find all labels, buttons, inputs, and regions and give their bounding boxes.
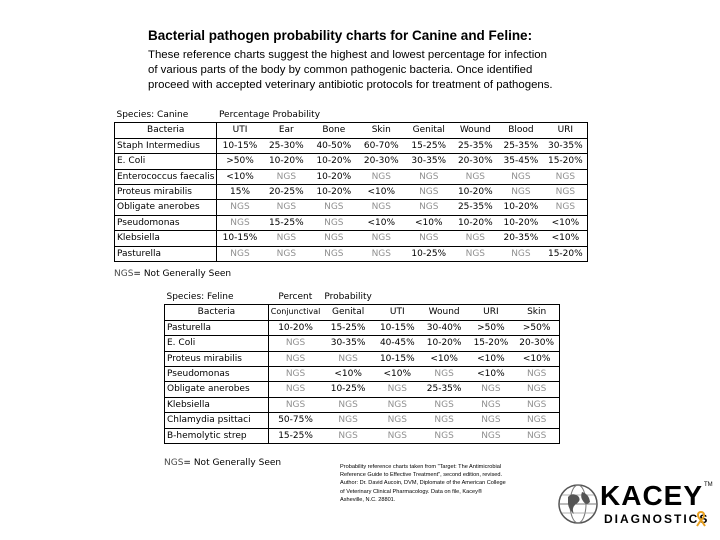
bacteria-name: Klebsiella	[115, 231, 217, 246]
probability-cell: 40-45%	[374, 336, 421, 351]
probability-cell: 60-70%	[358, 138, 405, 153]
probability-cell: 10-25%	[405, 246, 452, 261]
column-header: Conjunctival	[268, 305, 322, 320]
probability-cell: 10-20%	[310, 154, 357, 169]
probability-cell: 10-20%	[421, 336, 468, 351]
probability-cell: NGS	[322, 413, 374, 428]
probability-cell: 10-15%	[374, 320, 421, 335]
probability-cell: NGS	[453, 246, 499, 261]
probability-cell: 10-20%	[498, 215, 544, 230]
species-label: Species: Feline	[166, 292, 234, 302]
page-title: Bacterial pathogen probability charts for Canine and Feline:	[148, 28, 533, 43]
column-header: Bacteria	[115, 123, 217, 138]
probability-cell: NGS	[263, 169, 310, 184]
citation-line: of Veterinary Clinical Pharmacology. Data on file, Kacey®	[340, 488, 483, 495]
probability-cell: <10%	[421, 351, 468, 366]
ngs-legend-canine	[114, 269, 231, 279]
bacteria-name: B-hemolytic strep	[165, 428, 269, 443]
intro-line: These reference charts suggest the highest and lowest percentage for infection	[148, 49, 547, 61]
probability-cell: <10%	[514, 351, 559, 366]
probability-cell: NGS	[514, 428, 559, 443]
bacteria-name: E. Coli	[115, 154, 217, 169]
column-header-row	[165, 305, 560, 320]
probability-cell: NGS	[322, 428, 374, 443]
column-header: Blood	[498, 123, 544, 138]
probability-cell: NGS	[374, 397, 421, 412]
ngs-legend-feline	[164, 458, 281, 468]
probability-cell: 10-20%	[268, 320, 322, 335]
probability-cell: 15-20%	[544, 246, 588, 261]
citation-line: Reference Guide to Effective Treatment", second edition, revised.	[340, 472, 503, 479]
probability-cell: 20-30%	[514, 336, 559, 351]
citation-line: Asheville, N.C. 28801.	[340, 496, 396, 503]
probability-cell: 10-15%	[217, 231, 263, 246]
probability-cell: 15-25%	[268, 428, 322, 443]
probability-cell: NGS	[421, 413, 468, 428]
bacteria-name: Enterococcus faecalis	[115, 169, 217, 184]
probability-cell: 25-35%	[421, 382, 468, 397]
bacteria-name: Staph Intermedius	[115, 138, 217, 153]
bacteria-name: Proteus mirabilis	[165, 351, 269, 366]
logo-name: KACEY	[600, 480, 704, 511]
probability-cell: NGS	[268, 351, 322, 366]
table-row	[115, 154, 588, 169]
column-header: Genital	[405, 123, 452, 138]
probability-cell: NGS	[421, 367, 468, 382]
probability-cell: NGS	[310, 200, 357, 215]
bacteria-name: Chlamydia psittaci	[165, 413, 269, 428]
probability-cell: <10%	[405, 215, 452, 230]
column-header: URI	[468, 305, 515, 320]
probability-cell: 50-75%	[268, 413, 322, 428]
column-header: URI	[544, 123, 588, 138]
probability-cell: 10-15%	[217, 138, 263, 153]
table-row	[165, 413, 560, 428]
table-row	[115, 200, 588, 215]
column-header: Ear	[263, 123, 310, 138]
intro-text	[148, 48, 588, 93]
citation-line: Probability reference charts taken from "Target: The Antimicrobial	[340, 464, 502, 470]
table-row	[115, 138, 588, 153]
column-header: Wound	[421, 305, 468, 320]
table-header: Percent	[278, 292, 313, 302]
probability-cell: NGS	[263, 231, 310, 246]
bacteria-name: Proteus mirabilis	[115, 185, 217, 200]
probability-cell: NGS	[468, 428, 515, 443]
probability-cell: NGS	[268, 336, 322, 351]
probability-cell: <10%	[374, 367, 421, 382]
probability-cell: 25-35%	[453, 200, 499, 215]
probability-cell: 15-25%	[405, 138, 452, 153]
probability-cell: NGS	[217, 246, 263, 261]
probability-cell: 30-40%	[421, 320, 468, 335]
table-row	[115, 169, 588, 184]
citation-line: Author: Dr. David Aucoin, DVM, Diplomate of the American College	[340, 480, 506, 487]
probability-cell: NGS	[358, 231, 405, 246]
probability-cell: 30-35%	[544, 138, 588, 153]
probability-cell: 10-20%	[263, 154, 310, 169]
probability-cell: NGS	[421, 428, 468, 443]
probability-cell: 35-45%	[498, 154, 544, 169]
ngs-text: = Not Generally Seen	[133, 269, 232, 279]
probability-cell: NGS	[358, 169, 405, 184]
probability-cell: 10-25%	[322, 382, 374, 397]
table-row	[165, 351, 560, 366]
feline-table	[164, 290, 560, 444]
column-header: Bacteria	[165, 305, 269, 320]
species-label: Species: Canine	[116, 110, 189, 120]
probability-cell: NGS	[263, 246, 310, 261]
probability-cell: NGS	[544, 185, 588, 200]
probability-cell: NGS	[268, 397, 322, 412]
probability-cell: NGS	[268, 382, 322, 397]
spacer	[374, 290, 560, 305]
column-header: Skin	[358, 123, 405, 138]
probability-cell: 15-25%	[263, 215, 310, 230]
bacteria-name: Klebsiella	[165, 397, 269, 412]
probability-cell: NGS	[544, 169, 588, 184]
probability-cell: NGS	[498, 185, 544, 200]
bacteria-name: Obligate anerobes	[115, 200, 217, 215]
probability-cell: NGS	[217, 215, 263, 230]
column-header: Skin	[514, 305, 559, 320]
probability-cell: <10%	[468, 351, 515, 366]
logo-tm: TM	[704, 482, 713, 488]
probability-cell: NGS	[263, 200, 310, 215]
ngs-text: = Not Generally Seen	[183, 458, 282, 468]
header-row	[165, 290, 560, 305]
probability-cell: NGS	[468, 413, 515, 428]
probability-cell: 10-20%	[453, 185, 499, 200]
ribbon-icon	[694, 511, 708, 527]
table-header: Percentage Probability	[218, 110, 321, 120]
probability-cell: 40-50%	[310, 138, 357, 153]
probability-cell: NGS	[514, 367, 559, 382]
probability-cell: NGS	[453, 231, 499, 246]
table-header: Probability	[324, 292, 372, 302]
probability-cell: >50%	[468, 320, 515, 335]
probability-cell: NGS	[310, 231, 357, 246]
column-header: Wound	[453, 123, 499, 138]
probability-cell: <10%	[544, 231, 588, 246]
bacteria-name: Pasturella	[115, 246, 217, 261]
probability-cell: <10%	[322, 367, 374, 382]
probability-cell: NGS	[310, 246, 357, 261]
probability-cell: NGS	[514, 413, 559, 428]
column-header-row	[115, 123, 588, 138]
probability-cell: NGS	[374, 413, 421, 428]
probability-cell: 25-30%	[263, 138, 310, 153]
bacteria-name: Pseudomonas	[115, 215, 217, 230]
intro-line: proceed with accepted veterinary antibiotic protocols for treatment of pathogens.	[148, 79, 553, 91]
globe-icon	[556, 482, 600, 526]
table-row	[165, 320, 560, 335]
probability-cell: 20-35%	[498, 231, 544, 246]
probability-cell: >50%	[217, 154, 263, 169]
kacey-logo	[556, 478, 716, 530]
probability-cell: NGS	[405, 185, 452, 200]
table-row	[165, 382, 560, 397]
table-row	[115, 246, 588, 261]
probability-cell: NGS	[405, 169, 452, 184]
table-row	[165, 428, 560, 443]
probability-cell: 30-35%	[405, 154, 452, 169]
bacteria-name: Pseudomonas	[165, 367, 269, 382]
spacer	[358, 108, 588, 123]
bacteria-name: Obligate anerobes	[165, 382, 269, 397]
probability-cell: 30-35%	[322, 336, 374, 351]
probability-cell: 20-25%	[263, 185, 310, 200]
table-row	[165, 336, 560, 351]
column-header: Bone	[310, 123, 357, 138]
probability-cell: 10-20%	[453, 215, 499, 230]
probability-cell: 15-20%	[544, 154, 588, 169]
probability-cell: <10%	[544, 215, 588, 230]
probability-cell: 25-35%	[498, 138, 544, 153]
probability-cell: NGS	[358, 246, 405, 261]
probability-cell: NGS	[468, 397, 515, 412]
probability-cell: NGS	[544, 200, 588, 215]
intro-line: of various parts of the body by common pathogenic bacteria. Once identified	[148, 64, 533, 76]
probability-cell: 20-30%	[358, 154, 405, 169]
probability-cell: 15%	[217, 185, 263, 200]
probability-cell: NGS	[322, 397, 374, 412]
canine-table	[114, 108, 588, 262]
citation	[340, 463, 550, 504]
probability-cell: NGS	[514, 382, 559, 397]
probability-cell: >50%	[514, 320, 559, 335]
probability-cell: 10-15%	[374, 351, 421, 366]
probability-cell: 10-20%	[498, 200, 544, 215]
logo-sub: DIAGNOSTICS	[604, 512, 710, 526]
probability-cell: NGS	[358, 200, 405, 215]
column-header: UTI	[374, 305, 421, 320]
probability-cell: 20-30%	[453, 154, 499, 169]
probability-cell: 25-35%	[453, 138, 499, 153]
bacteria-name: Pasturella	[165, 320, 269, 335]
header-row	[115, 108, 588, 123]
probability-cell: <10%	[217, 169, 263, 184]
bacteria-name: E. Coli	[165, 336, 269, 351]
probability-cell: NGS	[453, 169, 499, 184]
probability-cell: NGS	[498, 169, 544, 184]
probability-cell: 10-20%	[310, 169, 357, 184]
table-row	[115, 215, 588, 230]
probability-cell: NGS	[322, 351, 374, 366]
probability-cell: NGS	[498, 246, 544, 261]
probability-cell: 10-20%	[310, 185, 357, 200]
probability-cell: NGS	[405, 231, 452, 246]
ngs-abbr: NGS	[164, 458, 184, 468]
probability-cell: NGS	[405, 200, 452, 215]
probability-cell: NGS	[468, 382, 515, 397]
table-row	[115, 231, 588, 246]
table-row	[115, 185, 588, 200]
probability-cell: <10%	[358, 185, 405, 200]
table-row	[165, 367, 560, 382]
probability-cell: <10%	[468, 367, 515, 382]
ngs-abbr: NGS	[114, 269, 134, 279]
table-row	[165, 397, 560, 412]
probability-cell: NGS	[374, 382, 421, 397]
column-header: Genital	[322, 305, 374, 320]
probability-cell: NGS	[268, 367, 322, 382]
probability-cell: <10%	[358, 215, 405, 230]
probability-cell: 15-20%	[468, 336, 515, 351]
probability-cell: 15-25%	[322, 320, 374, 335]
column-header: UTI	[217, 123, 263, 138]
probability-cell: NGS	[310, 215, 357, 230]
probability-cell: NGS	[514, 397, 559, 412]
probability-cell: NGS	[217, 200, 263, 215]
probability-cell: NGS	[421, 397, 468, 412]
probability-cell: NGS	[374, 428, 421, 443]
